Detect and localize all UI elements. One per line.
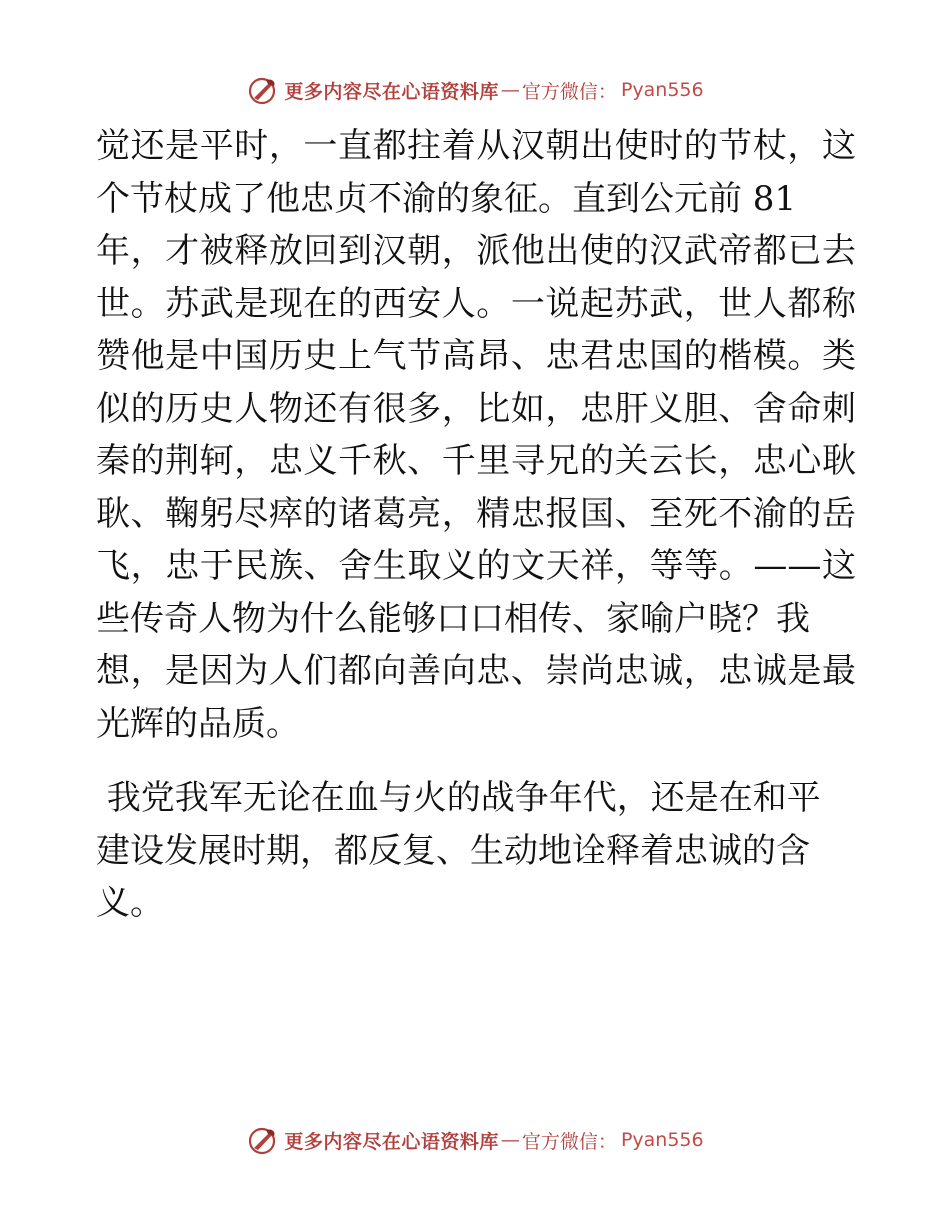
watermark-wechat-id: Pyan556 xyxy=(620,1129,704,1151)
quill-logo-icon xyxy=(246,74,278,106)
watermark-wechat-id: Pyan556 xyxy=(620,79,704,101)
text-line: 义。 xyxy=(96,883,164,923)
watermark-separator: — xyxy=(500,1129,520,1151)
watermark-text: 更多内容尽在心语资料库 xyxy=(284,1130,499,1153)
text-line: 似的历史人物还有很多，比如，忠肝义胆、舍命刺 xyxy=(96,388,856,429)
text-line: 个节杖成了他忠贞不渝的象征。直到公元前 81 xyxy=(96,178,797,219)
text-line: 秦的荆轲，忠义千秋、千里寻兄的关云长，忠心耿 xyxy=(96,441,856,481)
text-line: 年，才被释放回到汉朝，派他出使的汉武帝都已去 xyxy=(96,231,856,271)
text-line: 建设发展时期，都反复、生动地诠释着忠诚的含 xyxy=(96,830,810,871)
text-line: 光辉的品质。 xyxy=(96,703,300,744)
footer-watermark xyxy=(0,1122,950,1158)
watermark-label: 官方微信： xyxy=(521,1130,617,1153)
header-watermark xyxy=(0,72,950,108)
watermark-label: 官方微信： xyxy=(521,80,617,103)
text-line: 想，是因为人们都向善向忠、崇尚忠诚，忠诚是最 xyxy=(96,651,856,691)
text-line: 耿、鞠躬尽瘁的诸葛亮，精忠报国、至死不渝的岳 xyxy=(96,493,856,534)
text-line: 赞他是中国历史上气节高昂、忠君忠国的楷模。类 xyxy=(96,336,856,376)
text-line: 我党我军无论在血与火的战争年代，还是在和平 xyxy=(96,778,821,818)
quill-logo-icon xyxy=(246,1124,278,1156)
document-body xyxy=(96,120,856,930)
text-line: 觉还是平时，一直都拄着从汉朝出使时的节杖，这 xyxy=(96,126,856,166)
watermark-separator: — xyxy=(500,79,520,101)
paragraph xyxy=(96,772,856,930)
text-line: 世。苏武是现在的西安人。一说起苏武，世人都称 xyxy=(96,283,856,324)
text-line: 些传奇人物为什么能够口口相传、家喻户晓？我 xyxy=(96,598,810,639)
paragraph xyxy=(96,120,856,750)
watermark-text: 更多内容尽在心语资料库 xyxy=(284,80,499,103)
text-line: 飞，忠于民族、舍生取义的文天祥，等等。——这 xyxy=(96,546,856,586)
